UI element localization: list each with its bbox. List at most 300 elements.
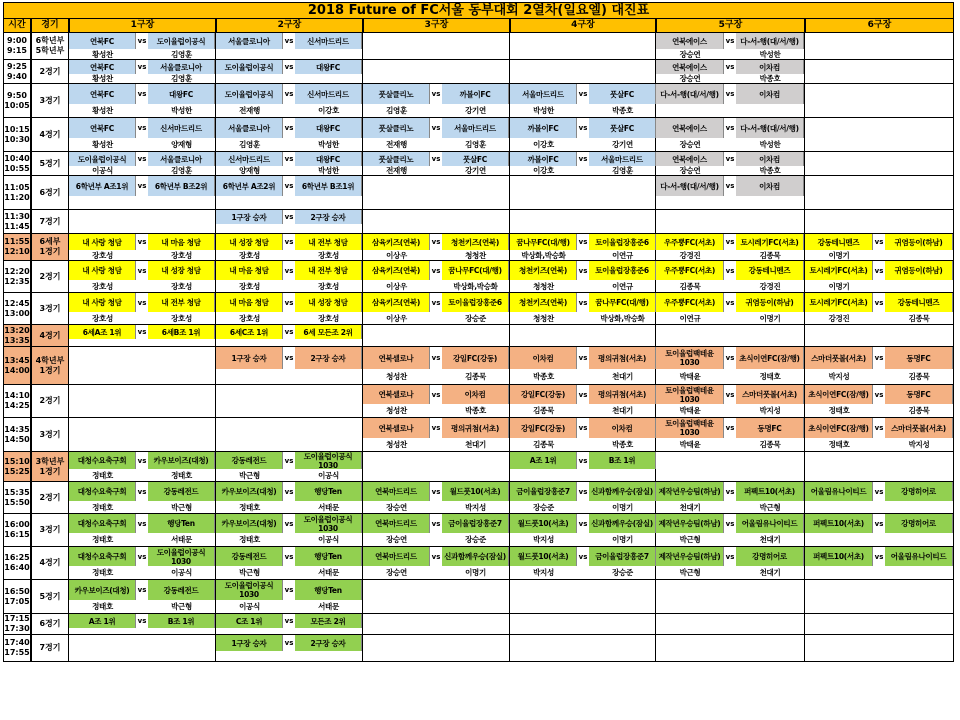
team-cell: B조 1위 bbox=[589, 452, 656, 469]
referee-cell: 장승연 bbox=[386, 568, 407, 577]
field-divider bbox=[509, 60, 510, 83]
vs-label: vs bbox=[137, 37, 147, 45]
round-cell: 4경기 bbox=[31, 547, 69, 579]
vs-label: vs bbox=[725, 90, 735, 98]
referee-cell: 양재형 bbox=[239, 166, 260, 175]
vs-label: vs bbox=[137, 456, 147, 465]
referee-cell: 황성찬 bbox=[92, 106, 113, 115]
referee-cell: 김종묵 bbox=[679, 281, 701, 291]
referee-cell: 장승연 bbox=[386, 502, 407, 512]
team-cell: 도이율럽이공식1030 bbox=[295, 452, 362, 469]
vs-label: vs bbox=[284, 124, 294, 132]
team-cell: 도이율럽이공식1030 bbox=[216, 580, 283, 600]
round-cell: 3경기 bbox=[31, 418, 69, 451]
team-cell: 신서마드리드 bbox=[216, 152, 283, 166]
field-divider bbox=[804, 33, 805, 59]
team-cell: 강동레전드 bbox=[216, 547, 283, 566]
team-cell: 서울마드리드 bbox=[442, 118, 509, 138]
vs-label: vs bbox=[725, 424, 735, 432]
vs-label: vs bbox=[725, 354, 735, 362]
team-cell: 풋살FC bbox=[589, 118, 656, 138]
header-time: 시간 bbox=[3, 19, 31, 33]
team-cell: 꿈나무FC(대/행) bbox=[510, 234, 577, 250]
referee-cell: 김영훈 bbox=[239, 140, 260, 149]
referee-cell: 정태호 bbox=[759, 372, 781, 381]
team-cell: 6학년부 A조2위 bbox=[216, 176, 283, 196]
team-cell: 이차컴 bbox=[736, 152, 804, 166]
round-cell: 3학년부 1경기 bbox=[31, 452, 69, 481]
referee-cell: 장승연 bbox=[679, 166, 701, 175]
field-divider bbox=[509, 210, 510, 233]
team-cell: 풋살클리노 bbox=[363, 152, 430, 166]
vs-label: vs bbox=[874, 424, 884, 432]
referee-cell: 박성한 bbox=[171, 106, 192, 115]
vs-label: vs bbox=[725, 37, 735, 45]
team-cell: 행당Ten bbox=[295, 580, 362, 600]
field-divider bbox=[953, 152, 954, 175]
referee-cell: 박근형 bbox=[759, 502, 781, 512]
team-cell: 내 사랑 청담 bbox=[69, 261, 136, 280]
field-divider bbox=[953, 614, 954, 634]
field-divider bbox=[362, 210, 363, 233]
field-divider bbox=[953, 234, 954, 260]
team-cell: 다-서-행(대/서/행) bbox=[656, 176, 724, 196]
team-cell: 대왕FC bbox=[295, 152, 362, 166]
time-cell: 13:20 13:35 bbox=[4, 325, 30, 345]
team-cell: 월드풋10(서초) bbox=[442, 482, 509, 501]
field-divider bbox=[953, 547, 954, 579]
field-divider bbox=[953, 635, 954, 661]
field-divider bbox=[215, 385, 216, 417]
schedule-row bbox=[3, 482, 954, 514]
schedule-row bbox=[3, 118, 954, 152]
vs-label: vs bbox=[137, 90, 147, 98]
referee-cell: 김종묵 bbox=[533, 406, 554, 415]
bracket-sheet bbox=[3, 2, 954, 718]
round-cell: 2경기 bbox=[31, 60, 69, 83]
referee-cell: 장호성 bbox=[318, 281, 339, 291]
referee-cell: 천대기 bbox=[612, 406, 633, 415]
vs-label: vs bbox=[284, 487, 294, 496]
referee-cell: 전재행 bbox=[239, 106, 260, 115]
team-cell: 토이율럽장흥준6 bbox=[589, 234, 656, 250]
time-cell: 16:50 17:05 bbox=[3, 580, 31, 613]
team-cell: 동명FC bbox=[885, 347, 953, 369]
referee-cell: 장호성 bbox=[171, 250, 192, 260]
time-cell: 14:35 14:50 bbox=[3, 418, 31, 451]
vs-label: vs bbox=[284, 298, 294, 307]
field-divider bbox=[804, 176, 805, 209]
team-cell: 동명FC bbox=[736, 418, 804, 438]
team-cell: 스마더풋볼(서초) bbox=[805, 347, 873, 369]
referee-cell: 이공식 bbox=[92, 166, 113, 175]
referee-cell: 박지성 bbox=[533, 535, 554, 544]
team-cell: A조 1위 bbox=[510, 452, 577, 469]
schedule-row bbox=[3, 614, 954, 635]
referee-cell: 박근형 bbox=[679, 568, 701, 577]
team-cell: 내 마음 청담 bbox=[148, 234, 215, 250]
vs-label: vs bbox=[137, 155, 147, 163]
vs-label: vs bbox=[137, 487, 147, 496]
vs-label: vs bbox=[137, 63, 147, 71]
team-cell: 강명히어로 bbox=[885, 514, 953, 533]
round-cell: 5경기 bbox=[31, 152, 69, 175]
team-cell: 도이율럽이공식 bbox=[69, 152, 136, 166]
referee-cell: 이명기 bbox=[828, 281, 850, 291]
schedule-row bbox=[3, 514, 954, 547]
round-cell: 4경기 bbox=[31, 118, 69, 151]
team-cell: 내 성장 청담 bbox=[148, 261, 215, 280]
field-divider bbox=[804, 635, 805, 661]
field-divider bbox=[655, 325, 656, 346]
team-cell: 신서마드리드 bbox=[148, 118, 215, 138]
schedule-row bbox=[3, 347, 954, 385]
round-cell: 6세부 1경기 bbox=[31, 234, 69, 260]
field-divider bbox=[953, 385, 954, 417]
team-cell: 연북셀로나 bbox=[363, 347, 430, 369]
field-divider bbox=[953, 176, 954, 209]
team-cell: 대청수요축구회 bbox=[69, 482, 136, 501]
referee-cell: 이상우 bbox=[386, 313, 407, 323]
team-cell: 내 성장 청담 bbox=[295, 293, 362, 312]
time-cell: 15:10 15:25 bbox=[3, 452, 31, 481]
team-cell: 토이율럽백테윤1030 bbox=[656, 347, 724, 369]
referee-cell: 박성한 bbox=[759, 140, 781, 149]
team-cell: 다-서-행(대/서/행) bbox=[656, 84, 724, 104]
vs-label: vs bbox=[578, 424, 588, 432]
team-cell: 1구장 승자 bbox=[216, 347, 283, 369]
team-cell: 토이율럽장흥준6 bbox=[589, 261, 656, 280]
team-cell: 서울마드리드 bbox=[589, 152, 656, 166]
team-cell: 연북셀로나 bbox=[363, 385, 430, 404]
team-cell: 6학년부 A조1위 bbox=[69, 176, 136, 196]
referee-cell: 정태호 bbox=[92, 568, 113, 577]
team-cell: 6세 모든조 2위 bbox=[295, 325, 362, 339]
referee-cell: 정태호 bbox=[239, 502, 260, 512]
team-cell: 월드풋10(서초) bbox=[510, 547, 577, 566]
referee-cell: 정태호 bbox=[828, 440, 850, 449]
vs-label: vs bbox=[137, 552, 147, 561]
team-cell: 어울림유나이티드 bbox=[805, 482, 873, 501]
header-field-3: 3구장 bbox=[363, 19, 510, 33]
team-cell: 강동레전드 bbox=[216, 452, 283, 469]
team-cell: 도이율럽이공식1030 bbox=[295, 514, 362, 533]
vs-label: vs bbox=[874, 354, 884, 362]
vs-label: vs bbox=[284, 155, 294, 163]
vs-label: vs bbox=[431, 424, 441, 432]
referee-cell: 이명기 bbox=[612, 535, 633, 544]
header-round: 경기 bbox=[31, 19, 69, 33]
referee-cell: 청청찬 bbox=[465, 250, 486, 260]
vs-label: vs bbox=[284, 238, 294, 246]
round-cell: 7경기 bbox=[31, 210, 69, 233]
referee-cell: 장승준 bbox=[612, 568, 633, 577]
referee-cell: 정태호 bbox=[828, 406, 850, 415]
field-divider bbox=[953, 84, 954, 117]
team-cell: 서울클로니아 bbox=[216, 118, 283, 138]
field-divider bbox=[655, 580, 656, 613]
team-cell: 토이율럽백테윤1030 bbox=[656, 418, 724, 438]
field-divider bbox=[509, 614, 510, 634]
referee-cell: 김종묵 bbox=[759, 440, 781, 449]
referee-cell: 이명기 bbox=[759, 313, 781, 323]
field-divider bbox=[655, 614, 656, 634]
referee-cell: 황성찬 bbox=[92, 49, 113, 59]
team-cell: 풋살FC bbox=[442, 152, 509, 166]
team-cell: 대청수요축구회 bbox=[69, 452, 136, 469]
team-cell: 강동테니멘즈 bbox=[885, 293, 953, 312]
field-divider bbox=[953, 347, 954, 384]
vs-label: vs bbox=[137, 519, 147, 528]
referee-cell: 박태윤 bbox=[679, 372, 701, 381]
team-cell: 금이율럽장흥준7 bbox=[442, 514, 509, 533]
schedule-row bbox=[3, 293, 954, 325]
time-cell: 10:40 10:55 bbox=[3, 152, 31, 175]
team-cell: 우주뿡FC(서초) bbox=[656, 293, 724, 312]
team-cell: 다-서-행(대/서/행) bbox=[736, 33, 804, 49]
field-divider bbox=[804, 325, 805, 346]
referee-cell: 이강호 bbox=[533, 140, 554, 149]
referee-cell: 김영훈 bbox=[171, 166, 192, 175]
round-cell: 3경기 bbox=[31, 293, 69, 324]
team-cell: 행당Ten bbox=[148, 514, 215, 533]
referee-cell: 박상화,박승화 bbox=[600, 313, 645, 323]
vs-label: vs bbox=[137, 182, 147, 190]
vs-label: vs bbox=[431, 266, 441, 275]
referee-cell: 이명기 bbox=[612, 502, 633, 512]
referee-cell: 김종묵 bbox=[908, 372, 930, 381]
vs-label: vs bbox=[578, 298, 588, 307]
team-cell: 도이율럽이공식 bbox=[216, 84, 283, 104]
referee-cell: 청성찬 bbox=[386, 406, 407, 415]
vs-label: vs bbox=[284, 213, 294, 221]
team-cell: 카우보이즈(대청) bbox=[69, 580, 136, 600]
referee-cell: 박종호 bbox=[465, 406, 486, 415]
team-cell: 금이율럽장흥준7 bbox=[589, 547, 656, 566]
referee-cell: 황성찬 bbox=[92, 74, 113, 83]
vs-label: vs bbox=[578, 390, 588, 399]
referee-cell: 이명기 bbox=[465, 568, 486, 577]
referee-cell: 장호성 bbox=[171, 313, 192, 323]
round-cell: 7경기 bbox=[31, 635, 69, 661]
field-divider bbox=[953, 452, 954, 481]
referee-cell: 강경진 bbox=[828, 313, 850, 323]
referee-cell: 김종묵 bbox=[533, 440, 554, 449]
field-divider bbox=[655, 210, 656, 233]
referee-cell: 청청찬 bbox=[533, 313, 554, 323]
time-cell: 17:40 17:55 bbox=[3, 635, 31, 661]
referee-cell: 장호성 bbox=[92, 313, 113, 323]
team-cell: 토이율럽백테윤1030 bbox=[656, 385, 724, 404]
field-divider bbox=[804, 580, 805, 613]
time-cell: 11:55 12:10 bbox=[3, 234, 31, 260]
referee-cell: 박종호 bbox=[612, 440, 633, 449]
team-cell: 까볼이FC bbox=[442, 84, 509, 104]
team-cell: 내 사랑 청담 bbox=[69, 234, 136, 250]
vs-label: vs bbox=[725, 298, 735, 307]
team-cell: 강동테니멘즈 bbox=[736, 261, 804, 280]
referee-cell: 박성한 bbox=[533, 106, 554, 115]
field-divider bbox=[362, 325, 363, 346]
team-cell: 연북FC bbox=[69, 84, 136, 104]
field-divider bbox=[804, 210, 805, 233]
team-cell: 까볼이FC bbox=[510, 152, 577, 166]
team-cell: 퍼펙트10(서초) bbox=[805, 547, 873, 566]
vs-label: vs bbox=[578, 487, 588, 496]
team-cell: 스마더풋볼(서초) bbox=[885, 418, 953, 438]
vs-label: vs bbox=[578, 238, 588, 246]
team-cell: 신서마드리드 bbox=[295, 33, 362, 49]
vs-label: vs bbox=[284, 37, 294, 45]
vs-label: vs bbox=[284, 639, 294, 647]
schedule-row bbox=[3, 385, 954, 418]
vs-label: vs bbox=[284, 552, 294, 561]
schedule-row bbox=[3, 580, 954, 614]
time-cell: 11:30 11:45 bbox=[3, 210, 31, 233]
team-cell: 평의귀첨(서초) bbox=[442, 418, 509, 438]
team-cell: 도이율럽이공식1030 bbox=[148, 547, 215, 566]
referee-cell: 정태호 bbox=[239, 535, 260, 544]
referee-cell: 서태문 bbox=[318, 602, 339, 611]
team-cell: 토시레기FC(서초) bbox=[736, 234, 804, 250]
referee-cell: 박태윤 bbox=[679, 406, 701, 415]
sheet-title: 2018 Future of FC서울 동부대회 2열차(일요엘) 대진표 bbox=[3, 2, 954, 19]
referee-cell: 장호성 bbox=[92, 281, 113, 291]
field-divider bbox=[953, 118, 954, 151]
time-cell: 15:35 15:50 bbox=[3, 482, 31, 513]
team-cell: 강명히어로 bbox=[885, 482, 953, 501]
field-divider bbox=[362, 60, 363, 83]
team-cell: 신과함께우승(잠실) bbox=[589, 482, 656, 501]
team-cell: 제작년우승팀(하남) bbox=[656, 514, 724, 533]
team-cell: 연북마드리드 bbox=[363, 482, 430, 501]
team-cell: 모든조 2위 bbox=[295, 614, 362, 628]
referee-cell: 천대기 bbox=[679, 502, 701, 512]
referee-cell: 양재형 bbox=[171, 140, 192, 149]
team-cell: 6세C조 1위 bbox=[216, 325, 283, 339]
field-divider bbox=[655, 635, 656, 661]
schedule-row bbox=[3, 84, 954, 118]
vs-label: vs bbox=[137, 124, 147, 132]
team-cell: 우주뿡FC(서초) bbox=[656, 234, 724, 250]
time-cell: 9:50 10:05 bbox=[3, 84, 31, 117]
referee-cell: 김종묵 bbox=[908, 313, 930, 323]
referee-cell: 장승연 bbox=[386, 535, 407, 544]
team-cell: 6학년부 B조2위 bbox=[148, 176, 215, 196]
team-cell: 2구장 승자 bbox=[295, 347, 362, 369]
vs-label: vs bbox=[725, 487, 735, 496]
schedule-row bbox=[3, 547, 954, 580]
team-cell: C조 1위 bbox=[216, 614, 283, 628]
team-cell: 서울클로니아 bbox=[216, 33, 283, 49]
referee-cell: 장승연 bbox=[679, 74, 701, 83]
schedule-row bbox=[3, 234, 954, 261]
referee-cell: 김영훈 bbox=[612, 166, 633, 175]
team-cell: 내 성장 청담 bbox=[216, 234, 283, 250]
referee-cell: 김영훈 bbox=[386, 106, 407, 115]
vs-label: vs bbox=[431, 487, 441, 496]
referee-cell: 이연규 bbox=[612, 250, 633, 260]
round-cell: 6경기 bbox=[31, 176, 69, 209]
team-cell: 연북에이스 bbox=[656, 60, 724, 74]
referee-cell: 장승준 bbox=[465, 313, 486, 323]
referee-cell: 박지성 bbox=[908, 440, 930, 449]
referee-cell: 김영훈 bbox=[465, 140, 486, 149]
time-cell: 12:20 12:35 bbox=[3, 261, 31, 292]
team-cell: 이차컴 bbox=[736, 176, 804, 196]
field-divider bbox=[953, 33, 954, 59]
team-cell: 꿈나무FC(대/행) bbox=[589, 293, 656, 312]
team-cell: 내 마음 청담 bbox=[216, 261, 283, 280]
field-divider bbox=[509, 33, 510, 59]
vs-label: vs bbox=[137, 238, 147, 246]
round-cell: 4학년부 1경기 bbox=[31, 347, 69, 384]
vs-label: vs bbox=[284, 456, 294, 465]
team-cell: 내 전부 청담 bbox=[295, 261, 362, 280]
team-cell: 삼육키즈(연북) bbox=[363, 293, 430, 312]
time-cell: 9:25 9:40 bbox=[3, 60, 31, 83]
team-cell: 강동레전드 bbox=[148, 482, 215, 501]
vs-label: vs bbox=[725, 63, 735, 71]
time-cell: 14:10 14:25 bbox=[3, 385, 31, 417]
team-cell: 강일FC(강동) bbox=[442, 347, 509, 369]
vs-label: vs bbox=[725, 519, 735, 528]
vs-label: vs bbox=[725, 124, 735, 132]
referee-cell: 강기연 bbox=[612, 140, 633, 149]
team-cell: 초식이연FC(잠/행) bbox=[805, 385, 873, 404]
referee-cell: 박근형 bbox=[679, 535, 701, 544]
referee-cell: 정태호 bbox=[171, 470, 192, 480]
team-cell: 도이율럽이공식 bbox=[216, 60, 283, 74]
referee-cell: 박근형 bbox=[171, 602, 192, 611]
team-cell: 이차컴 bbox=[589, 418, 656, 438]
team-cell: 연북FC bbox=[69, 118, 136, 138]
referee-cell: 박종호 bbox=[759, 74, 781, 83]
field-divider bbox=[215, 418, 216, 451]
team-cell: 제작년우승팀(하남) bbox=[656, 547, 724, 566]
team-cell: 연북FC bbox=[69, 60, 136, 74]
time-cell: 12:45 13:00 bbox=[3, 293, 31, 324]
field-divider bbox=[953, 60, 954, 83]
header-field-4: 4구장 bbox=[510, 19, 656, 33]
team-cell: 귀염등이(하남) bbox=[736, 293, 804, 312]
schedule-row bbox=[3, 210, 954, 234]
referee-cell: 강기연 bbox=[465, 166, 486, 175]
referee-cell: 이강호 bbox=[533, 166, 554, 175]
team-cell: 6학년부 B조1위 bbox=[295, 176, 362, 196]
team-cell: 내 전부 청담 bbox=[295, 234, 362, 250]
team-cell: 귀염등이(하남) bbox=[885, 261, 953, 280]
header-field-6: 6구장 bbox=[805, 19, 954, 33]
vs-label: vs bbox=[578, 456, 588, 465]
vs-label: vs bbox=[431, 155, 441, 163]
team-cell: 1구장 승자 bbox=[216, 635, 283, 651]
team-cell: 이차컴 bbox=[736, 84, 804, 104]
round-cell: 2경기 bbox=[31, 261, 69, 292]
vs-label: vs bbox=[431, 90, 441, 98]
schedule-row bbox=[3, 325, 954, 347]
time-cell: 16:00 16:15 bbox=[3, 514, 31, 546]
team-cell: 대왕FC bbox=[295, 60, 362, 74]
referee-cell: 청성찬 bbox=[386, 372, 407, 381]
team-cell: 서울클로니아 bbox=[148, 60, 215, 74]
time-cell: 9:00 9:15 bbox=[3, 33, 31, 59]
referee-cell: 서태문 bbox=[318, 502, 339, 512]
team-cell: 카우보이즈(대청) bbox=[216, 482, 283, 501]
team-cell: 카우보이즈(대청) bbox=[148, 452, 215, 469]
team-cell: 대왕FC bbox=[148, 84, 215, 104]
team-cell: 내 전부 청담 bbox=[148, 293, 215, 312]
